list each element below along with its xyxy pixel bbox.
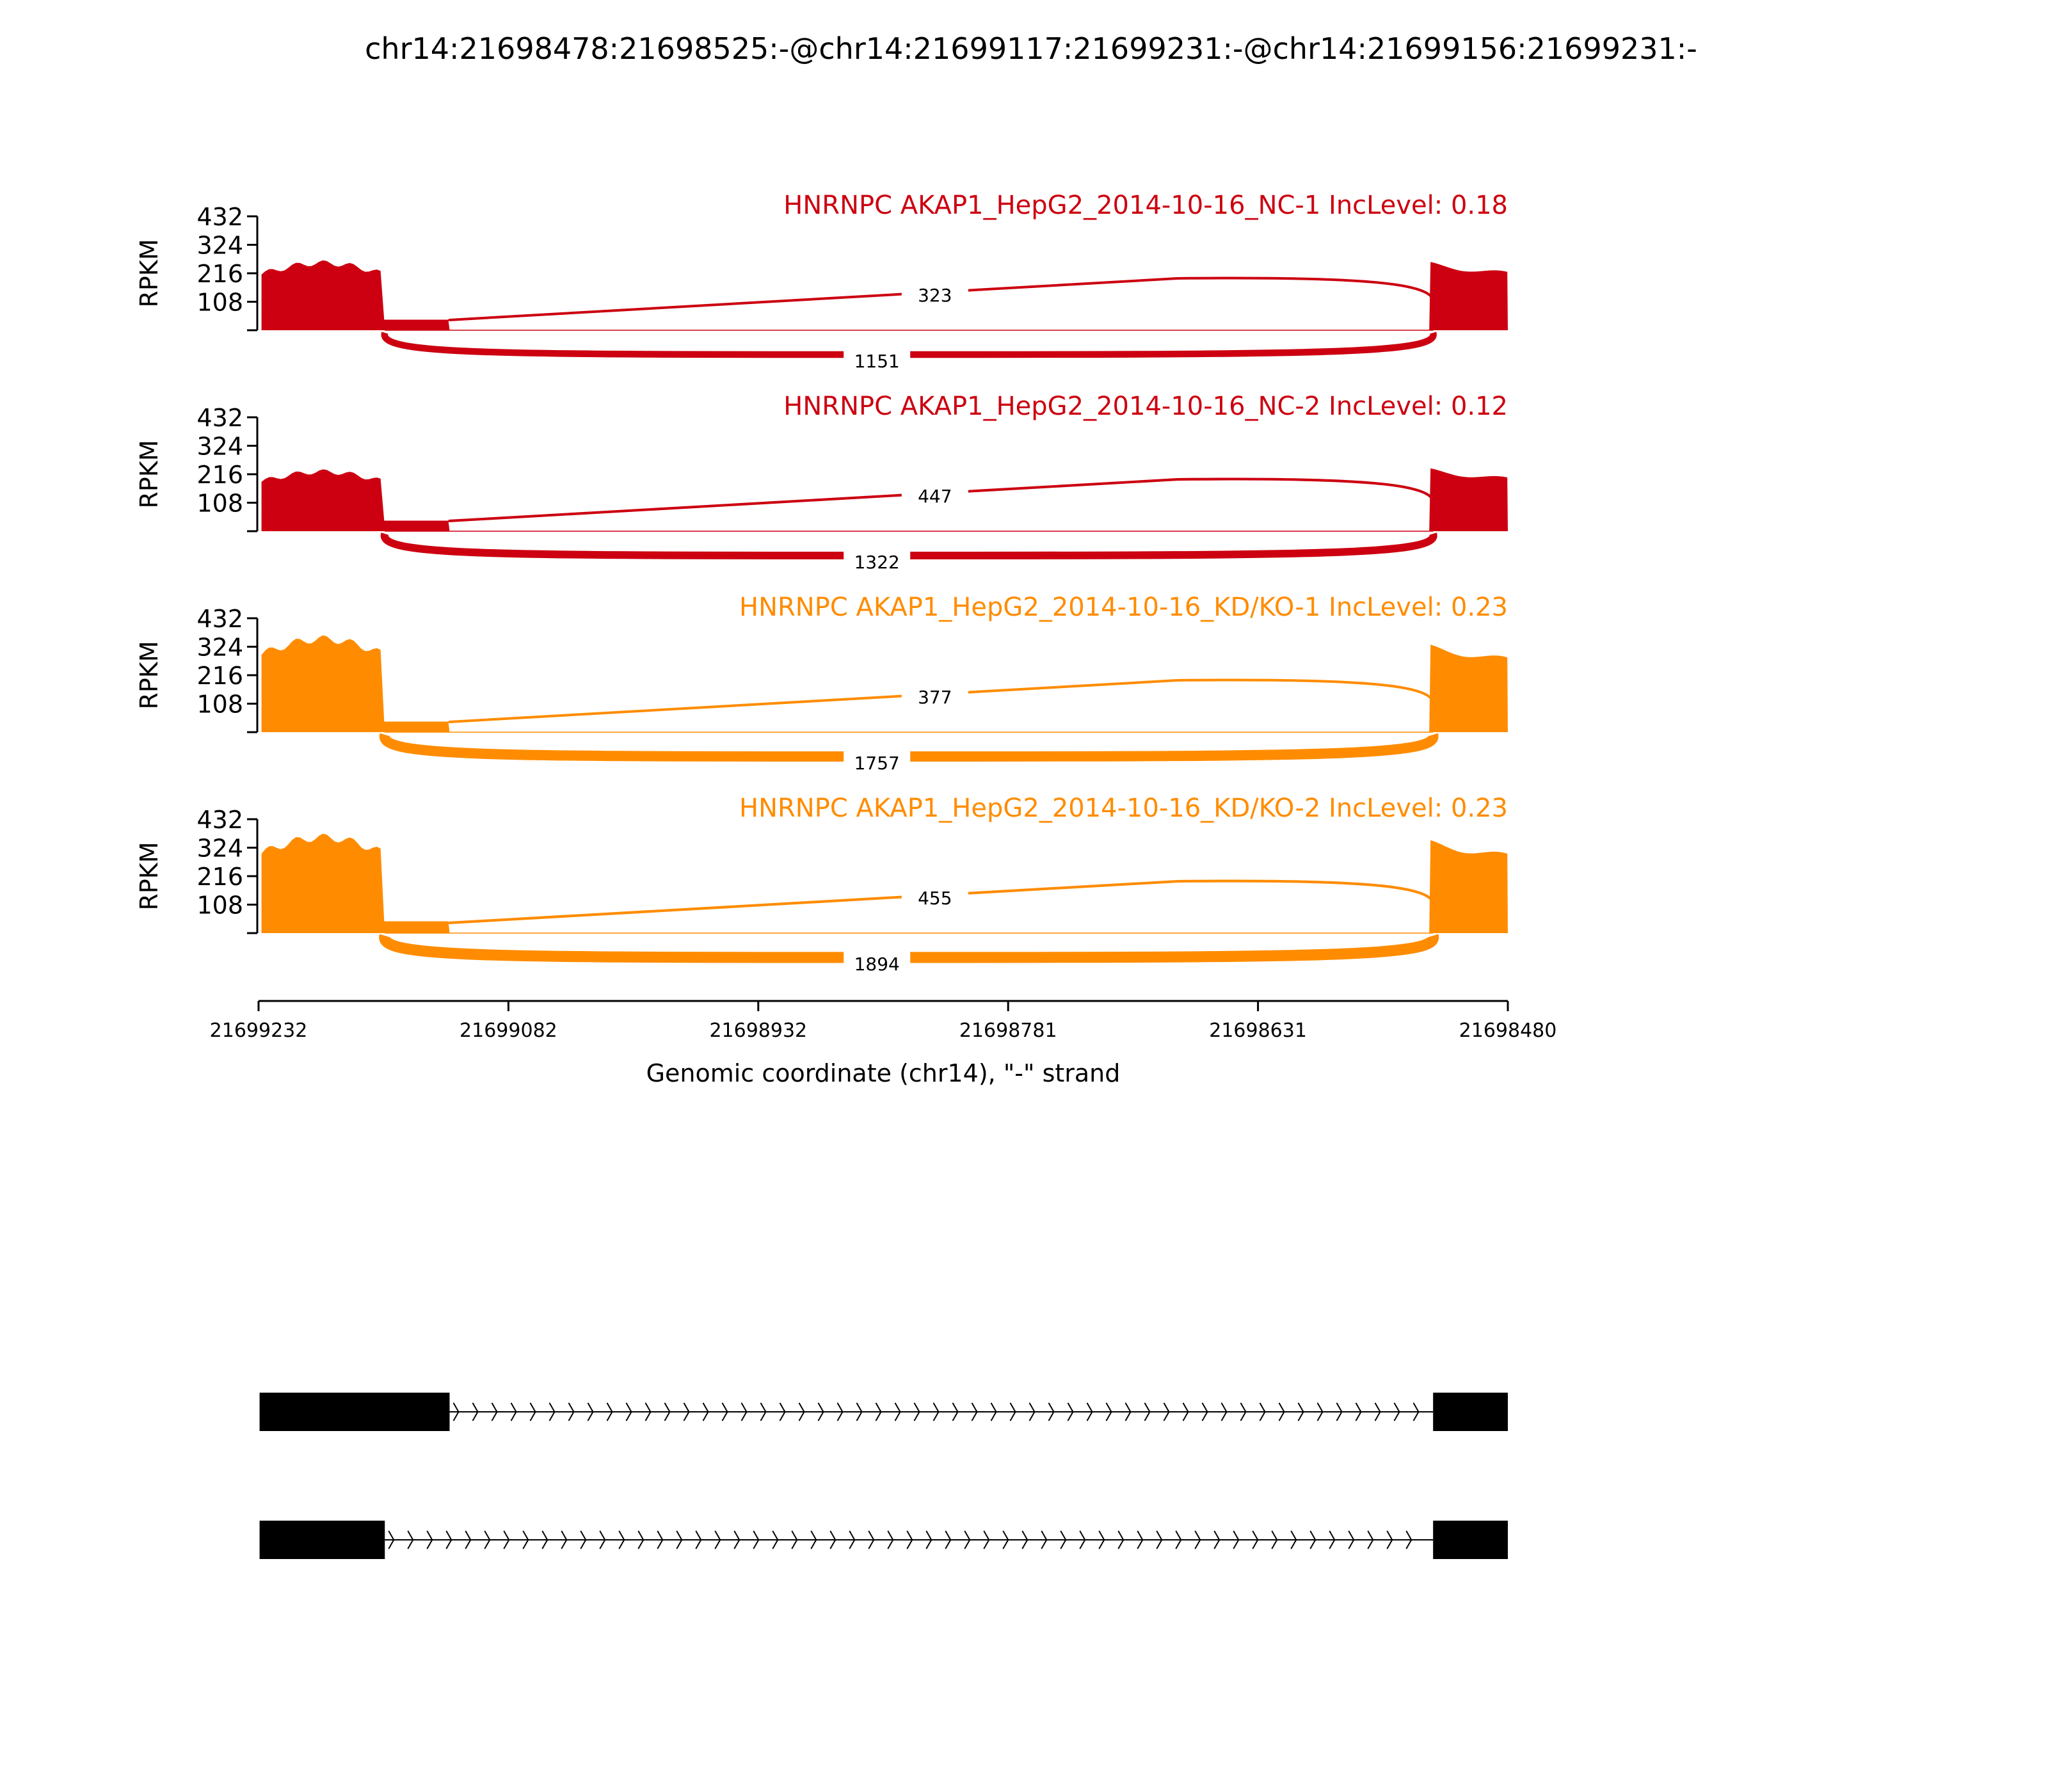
y-tick-label: 108 bbox=[196, 489, 243, 518]
y-axis-label: RPKM bbox=[135, 842, 163, 911]
junction-label: 1322 bbox=[854, 552, 900, 573]
y-tick-label: 108 bbox=[196, 690, 243, 719]
junction-label: 323 bbox=[918, 285, 952, 307]
junction-label: 447 bbox=[918, 486, 952, 508]
track-title: HNRNPC AKAP1_HepG2_2014-10-16_KD/KO-2 IncLevel: 0.23 bbox=[739, 794, 1508, 823]
isoform-2 bbox=[260, 1521, 1508, 1559]
y-axis-label: RPKM bbox=[135, 440, 163, 509]
y-tick-label: 432 bbox=[196, 806, 243, 834]
coverage-area bbox=[262, 636, 1508, 732]
chart-title: chr14:21698478:21698525:-@chr14:21699117:21699231:-@chr14:21699156:21699231:- bbox=[365, 31, 1697, 66]
y-tick-label: 324 bbox=[196, 432, 243, 461]
track-title: HNRNPC AKAP1_HepG2_2014-10-16_KD/KO-1 IncLevel: 0.23 bbox=[739, 593, 1508, 622]
junction-label: 455 bbox=[918, 888, 952, 909]
x-tick-label: 21698631 bbox=[1209, 1020, 1307, 1042]
y-tick-label: 216 bbox=[196, 662, 243, 690]
x-tick-label: 21699232 bbox=[209, 1020, 308, 1042]
x-axis bbox=[210, 1001, 1557, 1042]
y-tick-label: 216 bbox=[196, 461, 243, 489]
x-tick-label: 21699082 bbox=[460, 1020, 557, 1042]
y-axis-label: RPKM bbox=[135, 239, 163, 308]
y-tick-label: 432 bbox=[196, 203, 243, 231]
track-1 bbox=[135, 191, 1508, 372]
x-tick-label: 21698480 bbox=[1459, 1020, 1557, 1042]
track-title: HNRNPC AKAP1_HepG2_2014-10-16_NC-2 IncLevel: 0.12 bbox=[783, 392, 1508, 421]
junction-label: 1151 bbox=[854, 351, 900, 372]
junction-label: 1757 bbox=[854, 753, 900, 774]
x-tick-label: 21698932 bbox=[709, 1020, 808, 1042]
track-3 bbox=[135, 593, 1508, 774]
exon-block bbox=[1433, 1393, 1508, 1431]
y-tick-label: 216 bbox=[196, 863, 243, 891]
y-tick-label: 108 bbox=[196, 288, 243, 317]
y-tick-label: 324 bbox=[196, 633, 243, 662]
y-tick-label: 216 bbox=[196, 260, 243, 288]
x-tick-label: 21698781 bbox=[959, 1020, 1057, 1042]
coverage-tracks bbox=[135, 191, 1508, 975]
track-title: HNRNPC AKAP1_HepG2_2014-10-16_NC-1 IncLevel: 0.18 bbox=[783, 191, 1508, 220]
y-tick-label: 432 bbox=[196, 605, 243, 633]
exon-block bbox=[1433, 1521, 1508, 1559]
track-4 bbox=[135, 794, 1508, 975]
track-2 bbox=[135, 392, 1508, 573]
exon-block bbox=[260, 1521, 385, 1559]
gene-model bbox=[260, 1393, 1508, 1559]
y-tick-label: 324 bbox=[196, 231, 243, 260]
coverage-area bbox=[262, 468, 1508, 531]
junction-label: 1894 bbox=[854, 954, 900, 975]
isoform-1 bbox=[260, 1393, 1508, 1431]
y-tick-label: 324 bbox=[196, 834, 243, 863]
y-tick-label: 432 bbox=[196, 404, 243, 432]
exon-block bbox=[260, 1393, 450, 1431]
y-axis-label: RPKM bbox=[135, 641, 163, 710]
y-tick-label: 108 bbox=[196, 891, 243, 920]
junction-label: 377 bbox=[918, 687, 952, 708]
x-axis-label: Genomic coordinate (chr14), "-" strand bbox=[646, 1059, 1121, 1087]
